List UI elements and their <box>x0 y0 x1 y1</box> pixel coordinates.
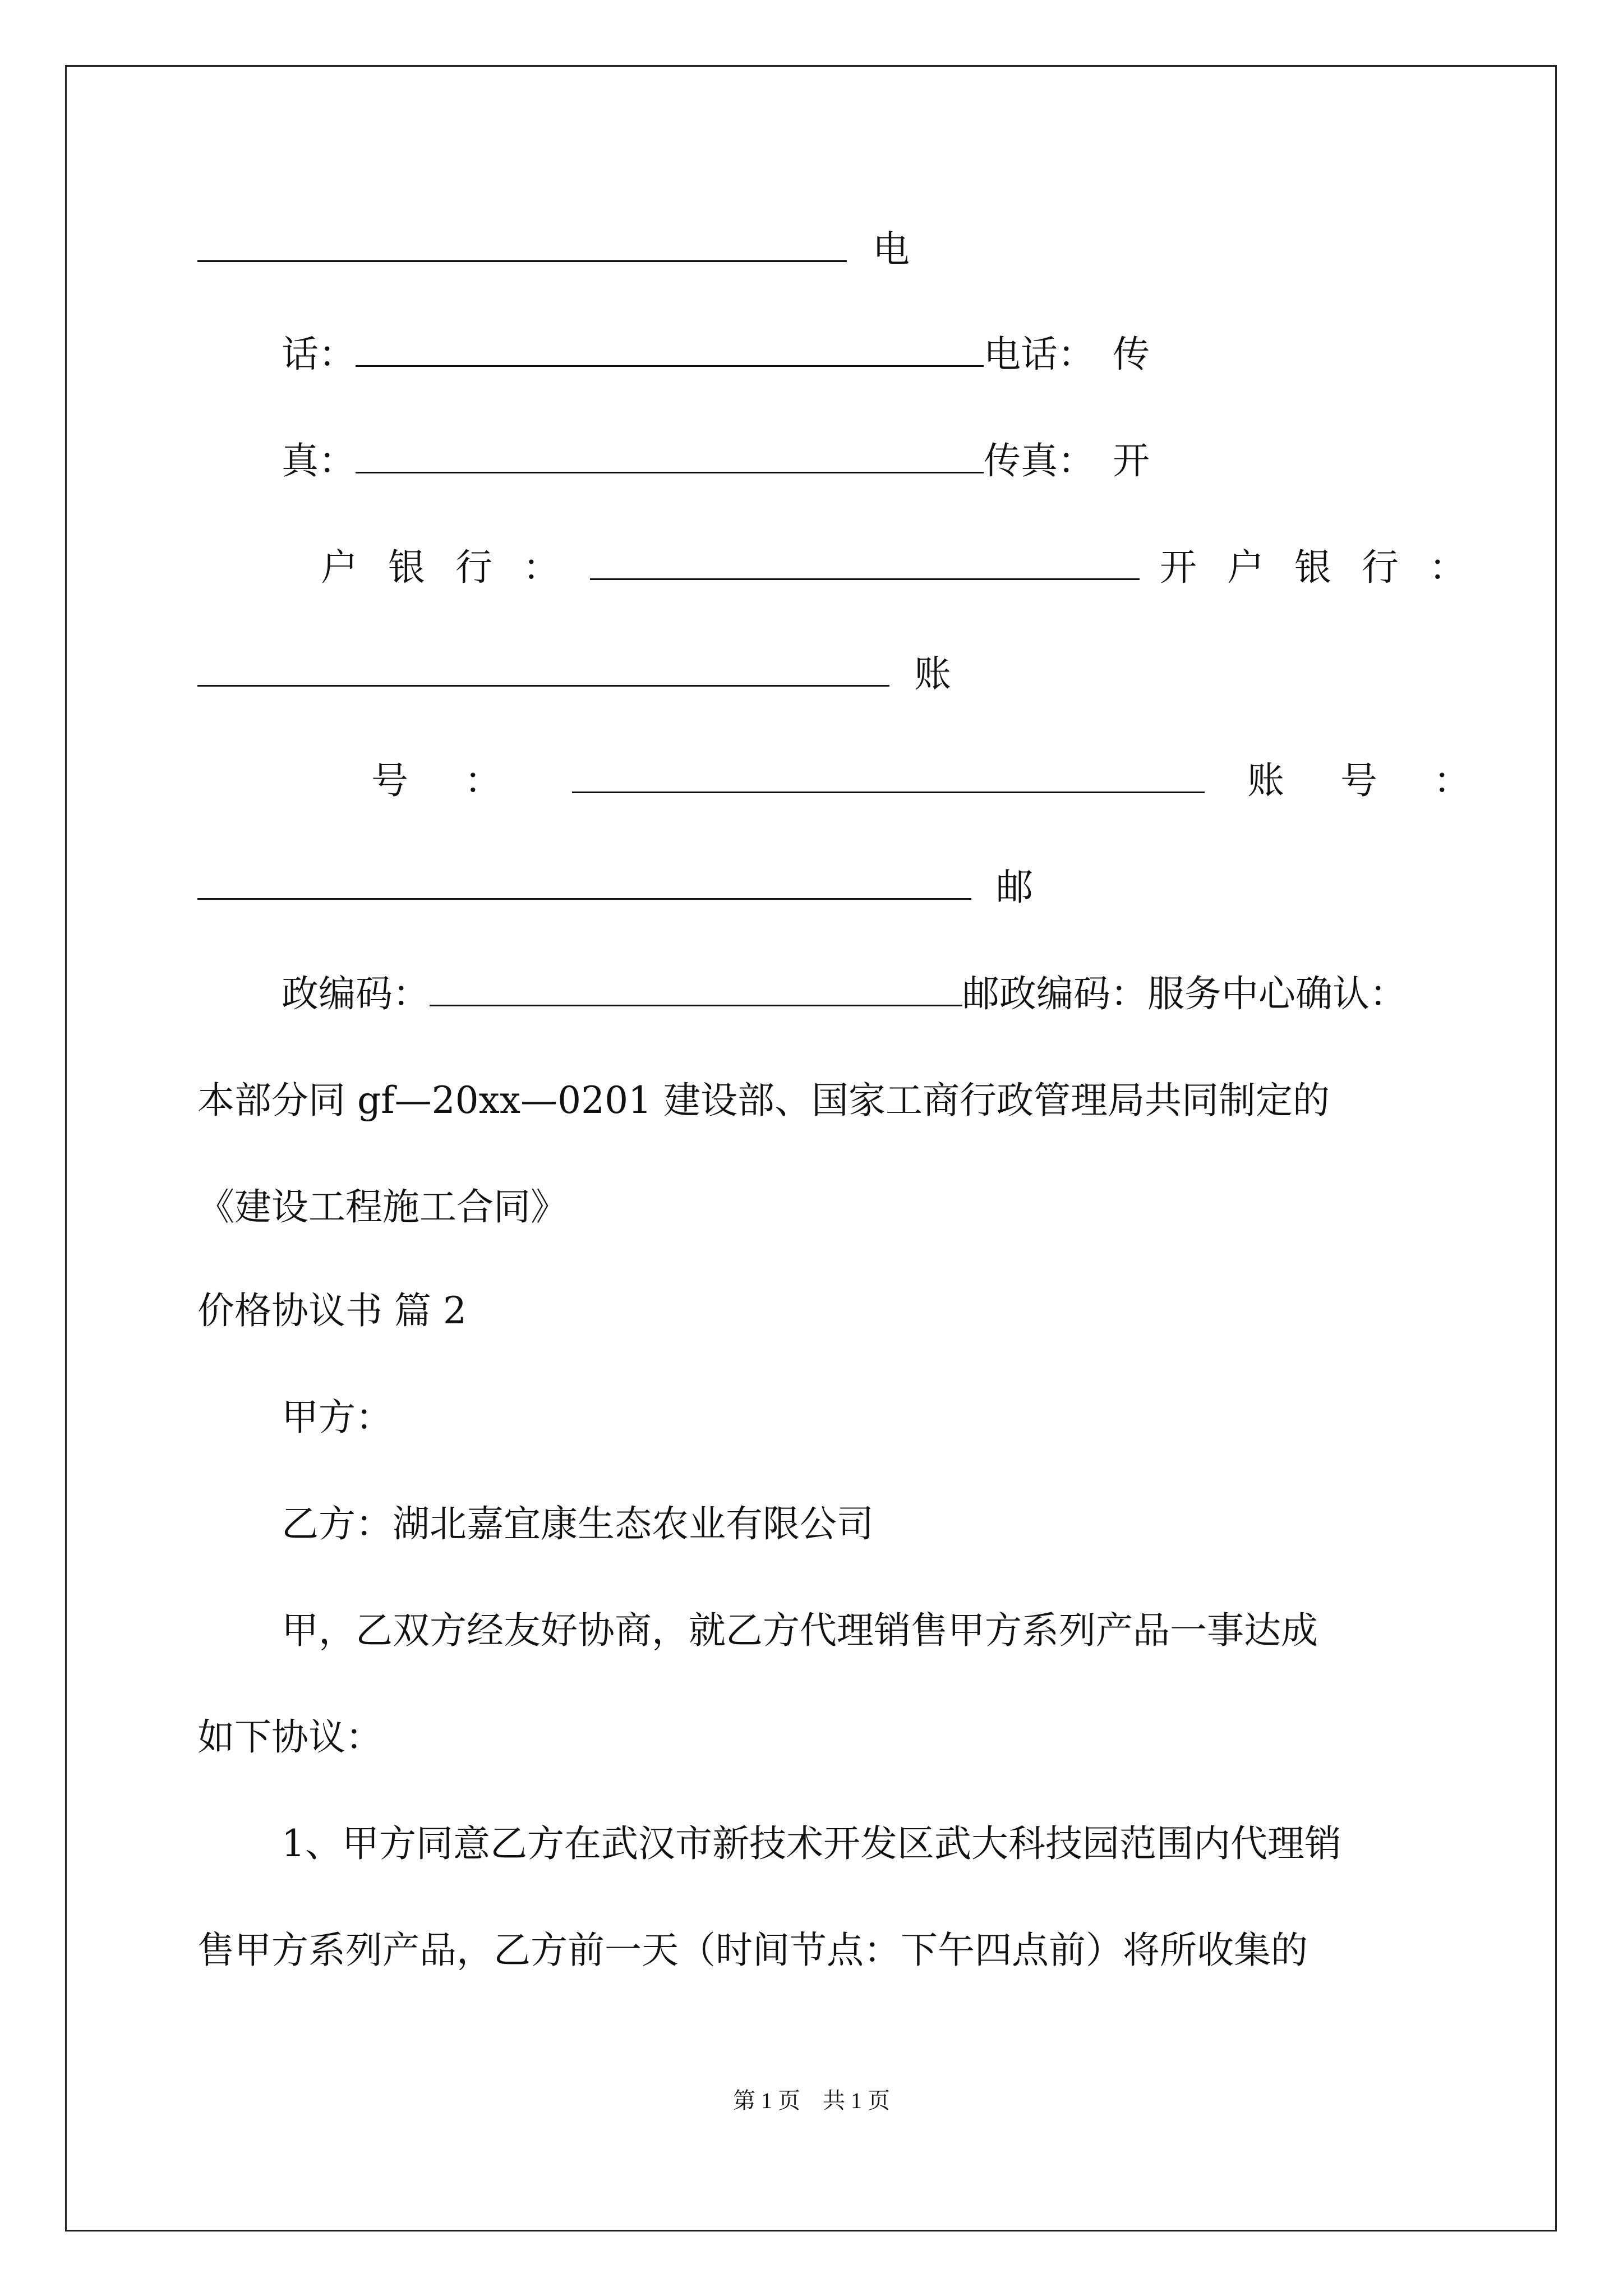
blank-field <box>572 758 1205 793</box>
blank-field <box>590 545 1140 580</box>
label-fax-start: 传 <box>1113 333 1150 376</box>
blank-field <box>356 332 984 367</box>
label-phone-a: 话： <box>282 333 356 376</box>
blank-field <box>197 864 971 900</box>
paragraph-line: 甲，乙双方经友好协商，就乙方代理销售甲方系列产品一事达成 <box>282 1609 1318 1652</box>
blank-field <box>197 651 889 687</box>
line-phone <box>282 329 1150 380</box>
label-account-b: 账号： <box>1247 759 1527 802</box>
label-postcode-start: 邮 <box>996 866 1033 909</box>
line-account-continued <box>197 649 951 700</box>
line-fax <box>282 436 1150 486</box>
section-heading: 价格协议书 篇 2 <box>197 1289 467 1332</box>
party-b: 乙方：湖北嘉宜康生态农业有限公司 <box>282 1502 874 1545</box>
blank-field <box>197 227 847 262</box>
line-bank <box>321 542 1496 593</box>
line-postcode <box>282 969 1407 1019</box>
label-postcode-a: 政编码： <box>282 972 430 1015</box>
label-account-start: 账 <box>914 652 951 696</box>
label-account-a: 号： <box>371 759 557 802</box>
line-phone-continued <box>197 224 910 275</box>
label-bank-start: 开 <box>1113 439 1150 482</box>
paragraph-line: 如下协议： <box>197 1715 382 1759</box>
page-footer: 第 1 页 共 1 页 <box>733 2088 890 2113</box>
blank-field <box>356 438 984 473</box>
paragraph-line: 本部分同 gf—20xx—0201 建设部、国家工商行政管理局共同制定的 <box>197 1079 1330 1122</box>
paragraph-line: 《建设工程施工合同》 <box>197 1185 568 1228</box>
page-border <box>65 65 1557 2231</box>
line-account <box>371 756 1527 806</box>
label-postcode-b: 邮政编码：服务中心确认： <box>962 972 1407 1015</box>
party-a: 甲方： <box>282 1396 393 1439</box>
label-phone-start: 电 <box>873 228 910 271</box>
label-fax-b: 传真： <box>984 439 1095 482</box>
clause-1: 1、甲方同意乙方在武汉市新技术开发区武大科技园范围内代理销 <box>282 1822 1341 1865</box>
label-fax-a: 真： <box>282 439 356 482</box>
line-postcode-continued <box>197 862 1033 913</box>
blank-field <box>430 971 962 1006</box>
paragraph-line: 售甲方系列产品，乙方前一天（时间节点：下午四点前）将所收集的 <box>197 1929 1308 1972</box>
label-phone-b: 电话： <box>984 333 1095 376</box>
label-bank-b: 开户银行： <box>1160 546 1496 589</box>
label-bank-a: 户银行： <box>321 546 590 589</box>
